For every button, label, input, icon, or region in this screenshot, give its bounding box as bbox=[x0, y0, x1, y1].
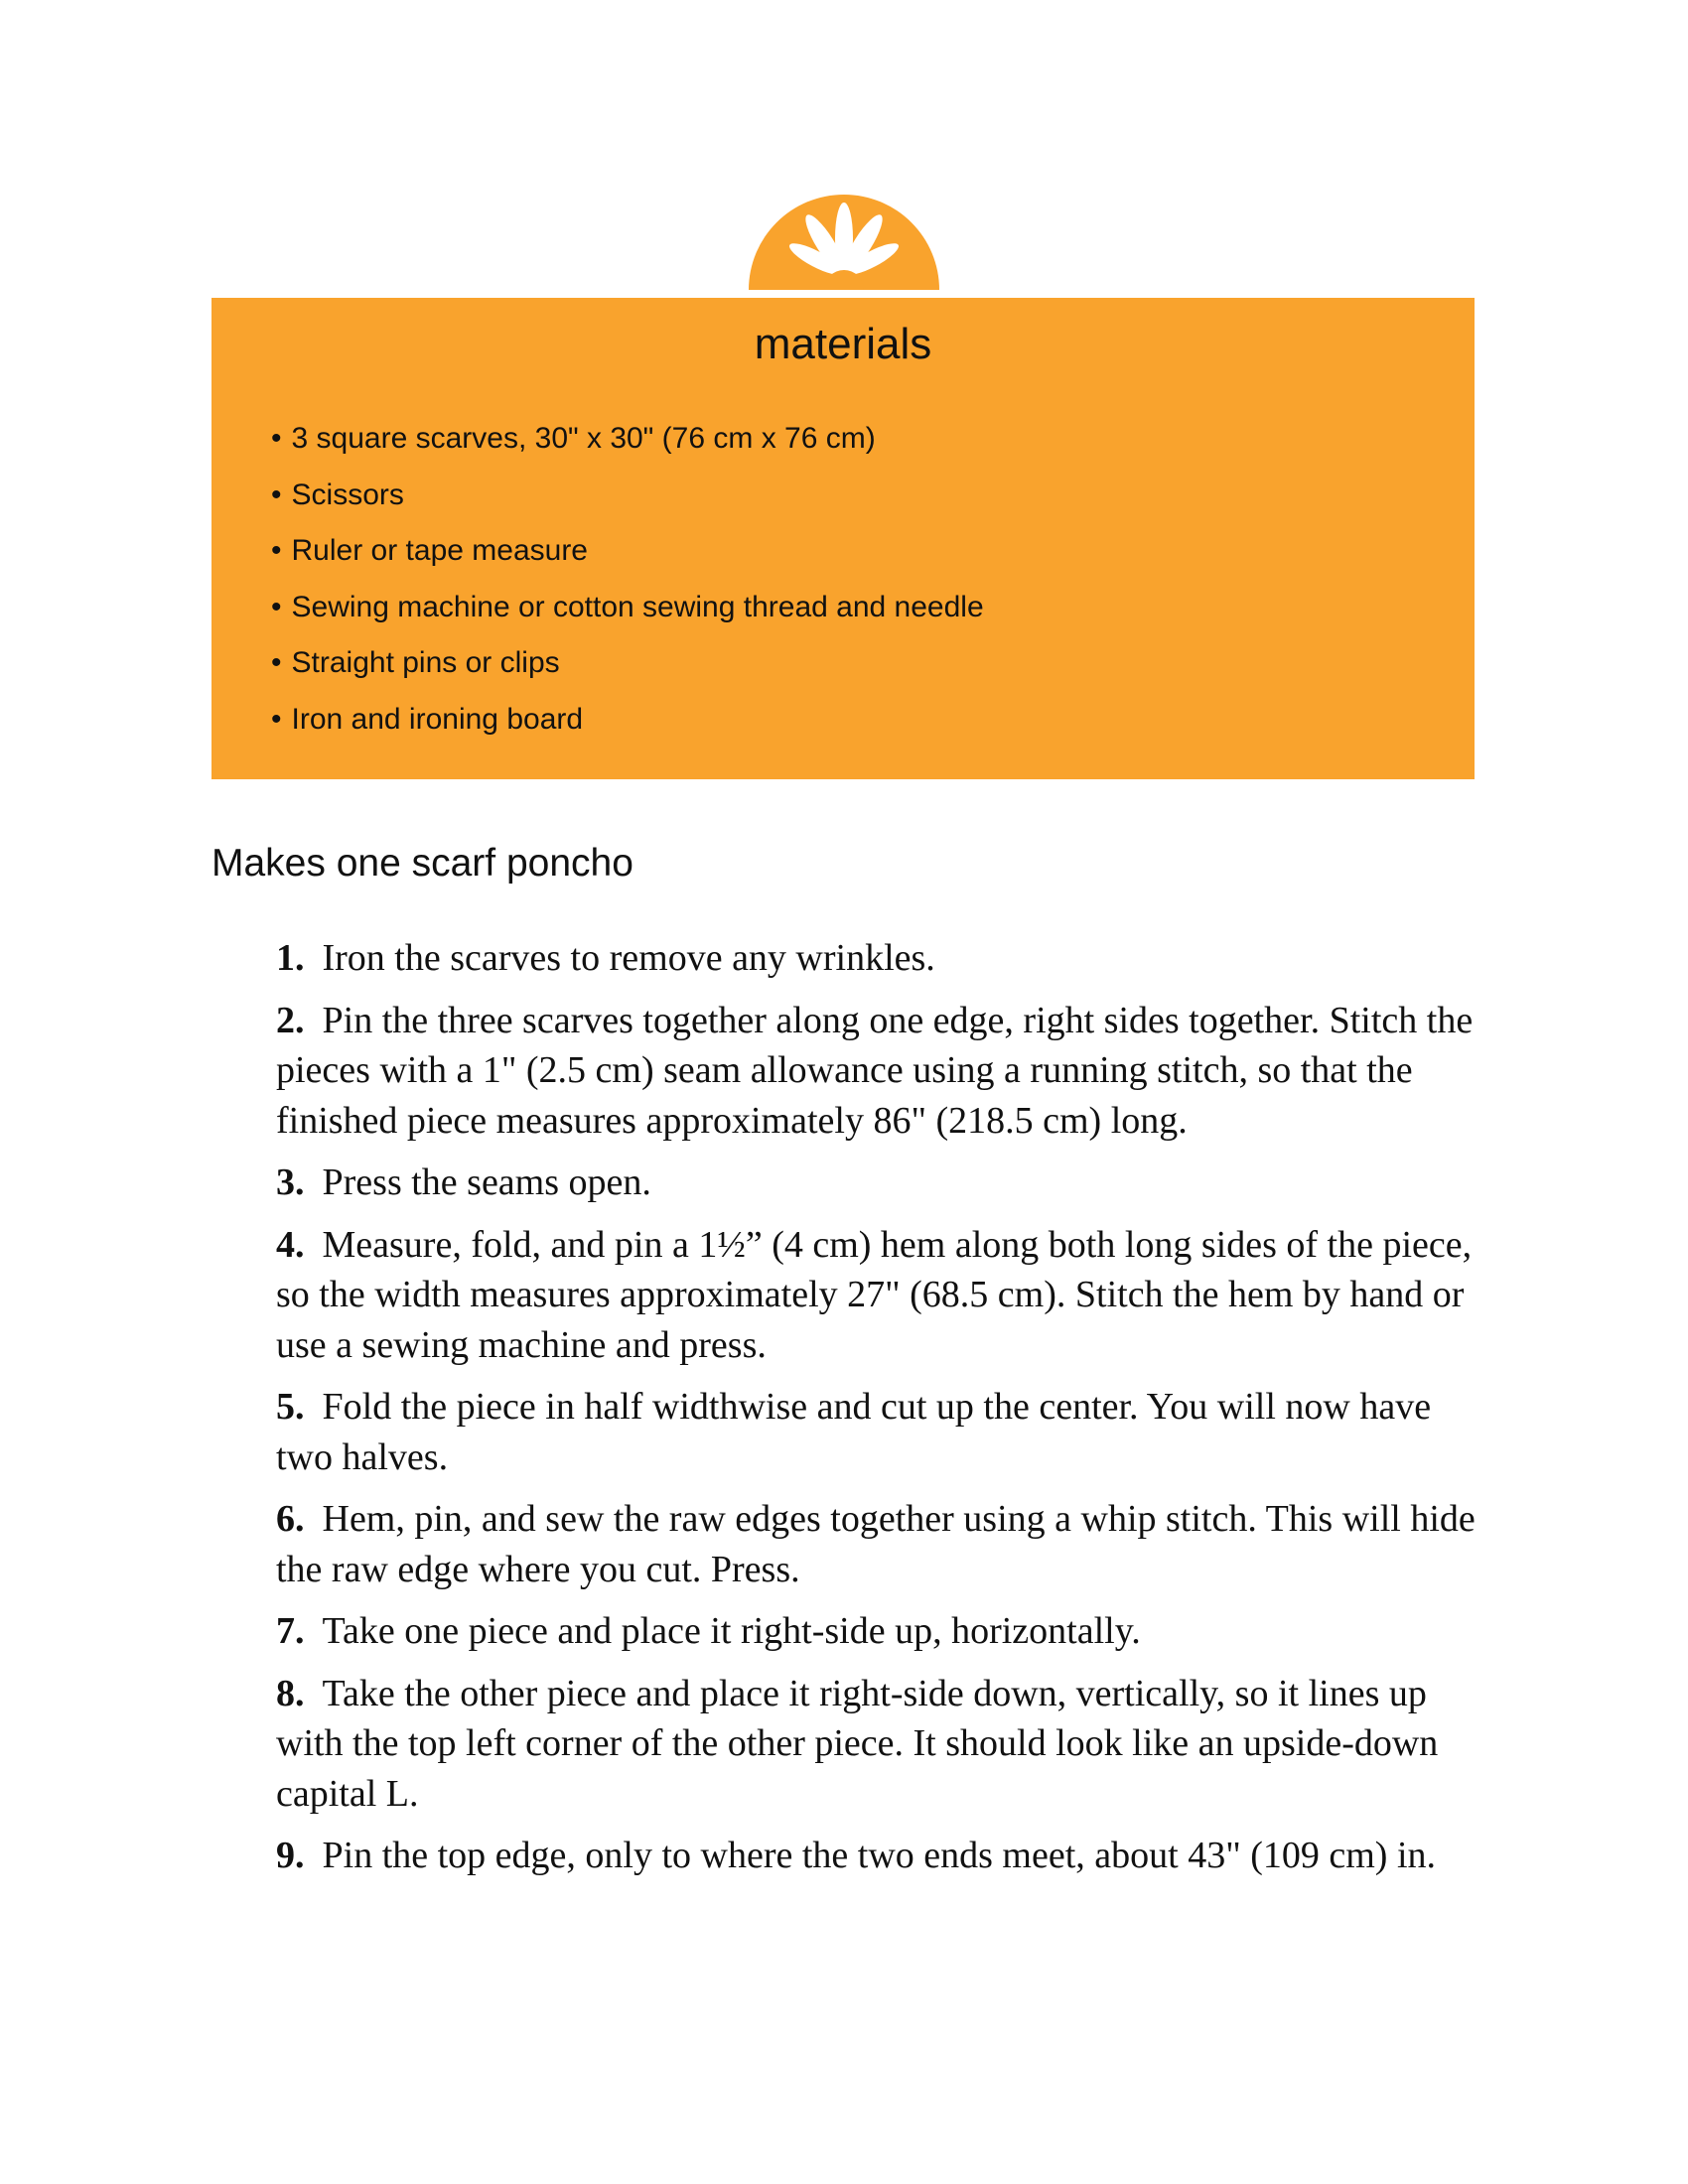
step-text: Hem, pin, and sew the raw edges together using a whip stitch. This will hide the raw edge where you cut. Press. bbox=[276, 1498, 1476, 1590]
step-number: 5. bbox=[276, 1386, 305, 1428]
step-number: 4. bbox=[276, 1223, 305, 1266]
step-item bbox=[276, 1831, 1487, 1881]
materials-list bbox=[271, 419, 984, 755]
step-text: Iron the scarves to remove any wrinkles. bbox=[322, 937, 935, 979]
step-item bbox=[276, 1220, 1487, 1371]
step-item bbox=[276, 1494, 1487, 1594]
material-item: • Scissors bbox=[271, 476, 984, 532]
step-number: 3. bbox=[276, 1161, 305, 1203]
step-number: 1. bbox=[276, 937, 305, 979]
material-item: • Straight pins or clips bbox=[271, 643, 984, 700]
step-item bbox=[276, 1669, 1487, 1820]
step-item bbox=[276, 1382, 1487, 1482]
step-text: Take the other piece and place it right-side down, vertically, so it lines up with the top left corner of the other piece. It should look like an upside-down capital L. bbox=[276, 1672, 1439, 1815]
step-text: Measure, fold, and pin a 1½” (4 cm) hem along both long sides of the piece, so the width measures approximately 27" (68.5 cm). Stitch the hem by hand or use a sewing machine and press. bbox=[276, 1223, 1473, 1366]
materials-title: materials bbox=[754, 320, 932, 368]
step-item bbox=[276, 933, 1487, 984]
material-item: • Iron and ironing board bbox=[271, 700, 984, 756]
step-text: Fold the piece in half widthwise and cut up the center. You will now have two halves. bbox=[276, 1386, 1432, 1478]
step-item bbox=[276, 996, 1487, 1147]
step-text: Pin the top edge, only to where the two ends meet, about 43" (109 cm) in. bbox=[322, 1835, 1437, 1876]
step-item bbox=[276, 1606, 1487, 1657]
material-item: • Sewing machine or cotton sewing thread and needle bbox=[271, 588, 984, 644]
step-number: 9. bbox=[276, 1835, 305, 1876]
step-text: Pin the three scarves together along one edge, right sides together. Stitch the pieces with a 1" (2.5 cm) seam allowance using a running stitch, so that the finished piece measures approximately 86" (218.5 cm) long. bbox=[276, 999, 1474, 1142]
instruction-steps bbox=[276, 933, 1487, 1893]
step-number: 2. bbox=[276, 999, 305, 1041]
material-item: • Ruler or tape measure bbox=[271, 531, 984, 588]
step-text: Take one piece and place it right-side up, horizontally. bbox=[322, 1610, 1141, 1652]
step-number: 6. bbox=[276, 1498, 305, 1540]
yield-text: Makes one scarf poncho bbox=[211, 842, 633, 885]
step-number: 8. bbox=[276, 1672, 305, 1714]
step-item bbox=[276, 1158, 1487, 1208]
step-number: 7. bbox=[276, 1610, 305, 1652]
materials-panel bbox=[211, 298, 1475, 779]
half-sun-flower-icon bbox=[747, 195, 941, 290]
step-text: Press the seams open. bbox=[322, 1161, 651, 1203]
material-item: • 3 square scarves, 30" x 30" (76 cm x 76 cm) bbox=[271, 419, 984, 476]
